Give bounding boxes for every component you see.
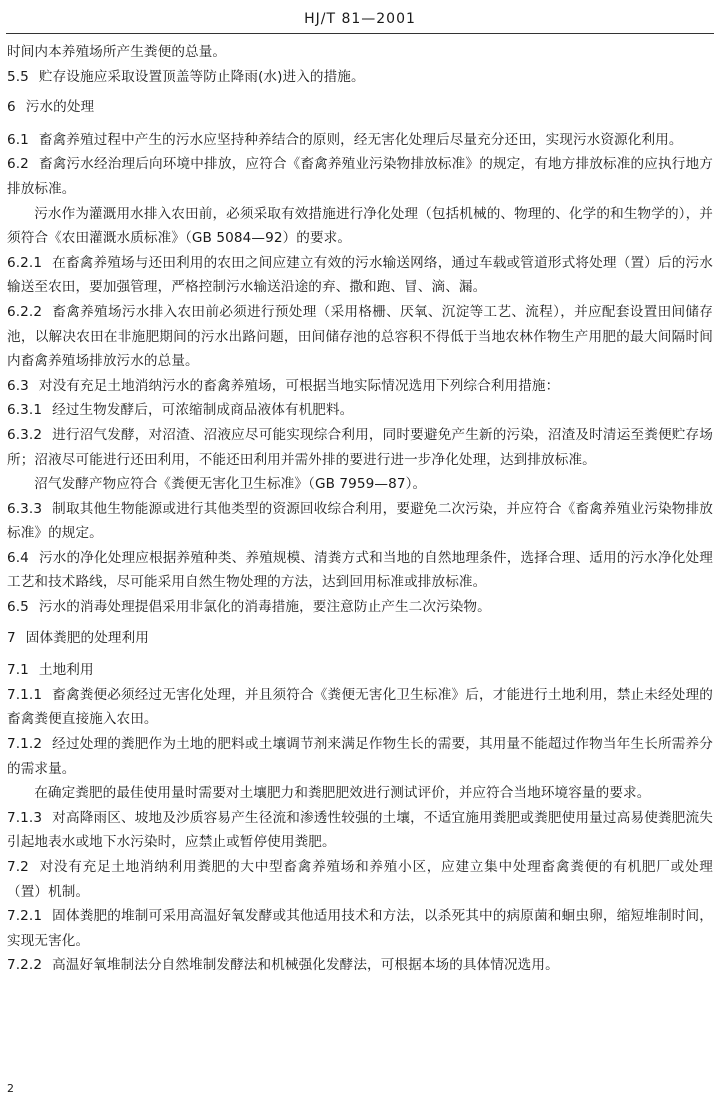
section-heading [7, 95, 713, 120]
clause-text: 时间内本养殖场所产生粪便的总量。 [7, 44, 227, 60]
clause-paragraph [7, 128, 713, 153]
clause-paragraph [7, 855, 713, 904]
clause-text: 进行沼气发酵，对沼渣、沼液应尽可能实现综合利用，同时要避免产生新的污染，沼渣及时清运至粪便贮存场所；沼液尽可能进行还田利用，不能还田利用并需外排的要进行进一步净化处理，达到排放标准。 [7, 426, 713, 468]
clause-text: 在确定粪肥的最佳使用量时需要对土壤肥力和粪肥肥效进行测试评价，并应符合当地环境容量的要求。 [34, 785, 651, 802]
clause-text: 畜禽污水经治理后向环境中排放，应符合《畜禽养殖业污染物排放标准》的规定，有地方排放标准的应执行地方排放标准。 [7, 156, 713, 197]
clause-text: 污水的消毒处理提倡采用非氯化的消毒措施，要注意防止产生二次污染物。 [38, 599, 491, 616]
clause-text: 经过处理的粪肥作为土地的肥料或土壤调节剂来满足作物生长的需要，其用量不能超过作物当年生长所需养分的需求量。 [7, 736, 713, 777]
clause-paragraph [7, 374, 713, 399]
clause-number: 7 [7, 629, 16, 646]
clause-paragraph [7, 806, 713, 855]
clause-text: 污水的处理 [25, 99, 95, 116]
clause-text: 畜禽养殖场污水排入农田前必须进行预处理（采用格栅、厌氧、沉淀等工艺、流程），并应配套设置田间储存池，以解决农田在非施肥期间的污水出路问题，田间储存池的总容积不得低于当地农林作物生产用肥的最大间隔时间内畜禽养殖场排放污水的总量。 [7, 303, 713, 370]
clause-text: 对没有充足土地消纳利用粪肥的大中型畜禽养殖场和养殖小区，应建立集中处理畜禽粪便的有机肥厂或处理（置）机制。 [7, 859, 713, 900]
clause-number: 6.3.3 [7, 500, 43, 517]
clause-paragraph [7, 423, 713, 472]
clause-text: 畜禽粪便必须经过无害化处理，并且须符合《粪便无害化卫生标准》后，才能进行土地利用，禁止未经处理的畜禽粪便直接施入农田。 [7, 686, 713, 728]
clause-paragraph [7, 398, 713, 423]
clause-text: 沼气发酵产物应符合《粪便无害化卫生标准》（GB 7959—87）。 [34, 476, 427, 493]
clause-number: 6.5 [7, 599, 29, 616]
clause-paragraph [7, 546, 713, 595]
clause-text: 土地利用 [38, 662, 94, 679]
clause-number: 7.1.2 [7, 736, 43, 753]
clause-paragraph [7, 683, 713, 732]
clause-number: 6.2 [7, 156, 29, 173]
clause-number: 6.2.1 [7, 254, 43, 271]
clause-paragraph [7, 658, 713, 683]
standard-code: HJ/T 81—2001 [304, 11, 416, 27]
clause-text: 畜禽养殖过程中产生的污水应坚持种养结合的原则，经无害化处理后尽量充分还田，实现污水资源化利用。 [38, 131, 683, 148]
clause-number: 7.2.2 [7, 957, 43, 974]
header-divider [6, 33, 714, 34]
clause-number: 5.5 [7, 68, 29, 85]
clause-paragraph [7, 732, 713, 781]
clause-paragraph [7, 300, 713, 374]
document-body [7, 40, 713, 978]
clause-number: 7.1 [7, 662, 29, 679]
clause-paragraph [7, 595, 713, 620]
clause-paragraph [7, 152, 713, 201]
clause-paragraph [7, 202, 713, 251]
clause-number: 6.3 [7, 377, 29, 394]
clause-number: 6.1 [7, 131, 29, 148]
clause-text: 固体粪肥的堆制可采用高温好氧发酵或其他适用技术和方法，以杀死其中的病原菌和蛔虫卵，缩短堆制时间，实现无害化。 [7, 908, 713, 949]
clause-number: 6.2.2 [7, 303, 43, 320]
clause-number: 6 [7, 99, 16, 116]
clause-number: 7.1.1 [7, 686, 43, 703]
clause-paragraph [7, 65, 713, 90]
clause-number: 6.4 [7, 549, 29, 566]
clause-number: 7.2 [7, 859, 29, 875]
clause-text: 贮存设施应采取设置顶盖等防止降雨(水)进入的措施。 [38, 68, 365, 85]
clause-paragraph [7, 497, 713, 546]
clause-text: 高温好氧堆制法分自然堆制发酵法和机械强化发酵法，可根据本场的具体情况选用。 [52, 957, 559, 974]
clause-number: 7.2.1 [7, 908, 43, 925]
clause-text: 经过生物发酵后，可浓缩制成商品液体有机肥料。 [52, 402, 354, 419]
clause-paragraph [7, 904, 713, 953]
clause-text: 对没有充足土地消纳污水的畜禽养殖场，可根据当地实际情况选用下列综合利用措施： [38, 377, 560, 394]
clause-text: 污水的净化处理应根据养殖种类、养殖规模、清粪方式和当地的自然地理条件，选择合理、适用的污水净化处理工艺和技术路线，尽可能采用自然生物处理的方法，达到回用标准或排放标准。 [7, 549, 713, 591]
clause-text: 对高降雨区、坡地及沙质容易产生径流和渗透性较强的土壤，不适宜施用粪肥或粪肥使用量过高易使粪肥流失引起地表水或地下水污染时，应禁止或暂停使用粪肥。 [7, 809, 713, 851]
page-header [0, 11, 720, 27]
clause-number: 7.1.3 [7, 809, 43, 826]
clause-text: 制取其他生物能源或进行其他类型的资源回收综合利用，要避免二次污染，并应符合《畜禽养殖业污染物排放标准》的规定。 [7, 500, 713, 542]
clause-paragraph [7, 781, 713, 806]
clause-number: 6.3.2 [7, 426, 43, 443]
clause-text: 固体粪肥的处理利用 [25, 629, 149, 646]
clause-paragraph [7, 472, 713, 497]
section-heading [7, 626, 713, 651]
clause-text: 污水作为灌溉用水排入农田前，必须采取有效措施进行净化处理（包括机械的、物理的、化学的和生物学的），并须符合《农田灌溉水质标准》（GB 5084—92）的要求。 [7, 205, 713, 247]
clause-paragraph [7, 251, 713, 300]
clause-paragraph [7, 953, 713, 978]
page-number: 2 [7, 1082, 14, 1095]
clause-number: 6.3.1 [7, 402, 43, 419]
clause-text: 在畜禽养殖场与还田利用的农田之间应建立有效的污水输送网络，通过车载或管道形式将处理（置）后的污水输送至农田，要加强管理，严格控制污水输送沿途的弃、撒和跑、冒、滴、漏。 [7, 254, 713, 296]
clause-paragraph [7, 40, 713, 65]
